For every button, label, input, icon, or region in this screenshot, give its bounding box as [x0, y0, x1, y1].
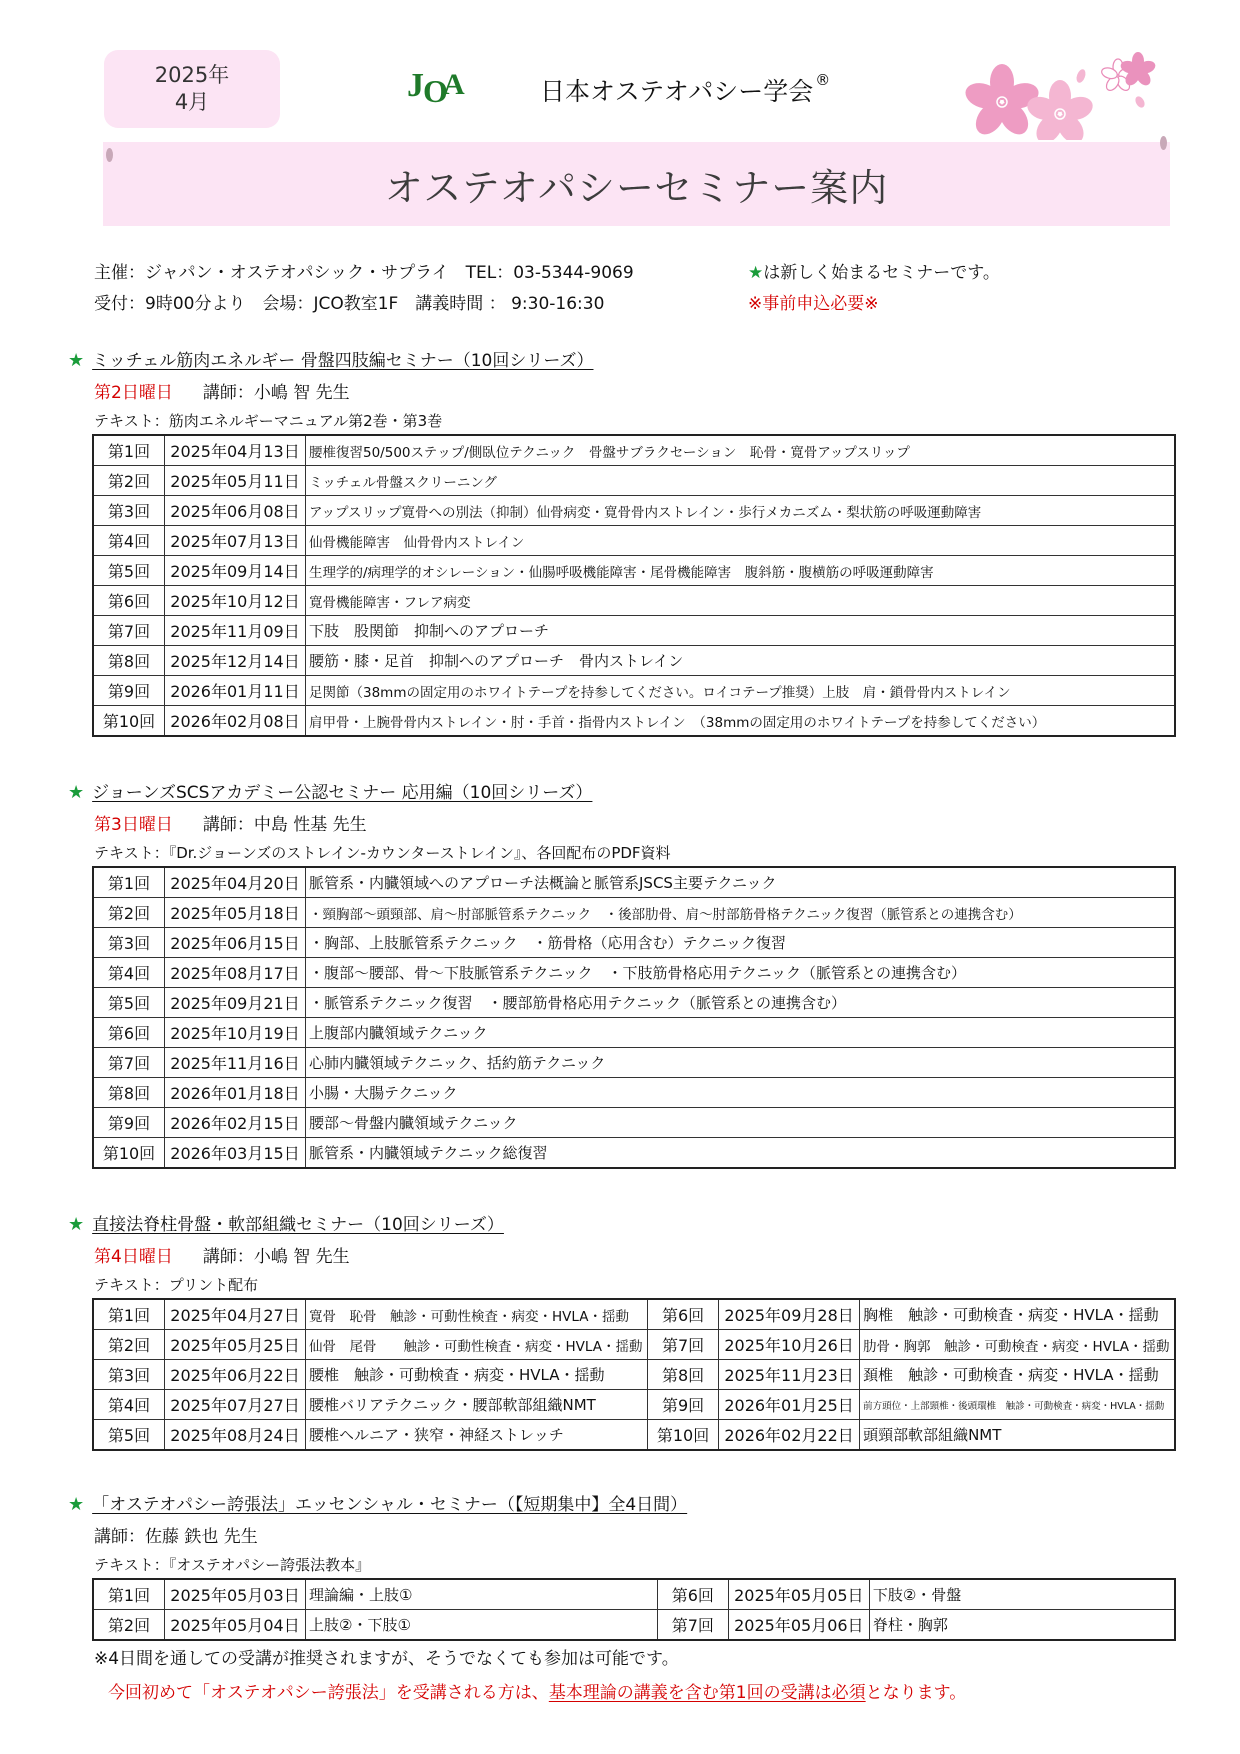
banner-curl-decoration	[106, 148, 113, 162]
table-row	[93, 1108, 1175, 1138]
star-icon: ★	[68, 1214, 85, 1235]
session-date: 2026年02月15日	[165, 1108, 306, 1138]
session-number: 第4回	[93, 958, 165, 988]
table-row	[93, 435, 1175, 466]
session-content: 下肢 股関節 抑制へのアプローチ	[306, 616, 1176, 646]
table-row	[93, 1360, 1175, 1390]
lecturer: 講師：小嶋 智 先生	[202, 383, 350, 403]
session-content: 仙骨 尾骨 触診・可動性検査・病変・HVLA・揺動	[306, 1330, 648, 1360]
table-row	[93, 988, 1175, 1018]
table-row	[93, 1330, 1175, 1360]
session-date: 2025年09月28日	[719, 1299, 860, 1330]
session-date: 2025年05月25日	[165, 1330, 306, 1360]
session-content: 肋骨・胸郭 触診・可動検査・病変・HVLA・揺動	[860, 1330, 1175, 1360]
session-date: 2025年05月04日	[165, 1610, 306, 1641]
session-content: 頚椎 触診・可動検査・病変・HVLA・揺動	[860, 1360, 1175, 1390]
session-content: 腰椎 触診・可動検査・病変・HVLA・揺動	[306, 1360, 648, 1390]
session-number: 第6回	[648, 1299, 719, 1330]
schedule-table-mitchell	[92, 434, 1176, 737]
session-date: 2026年03月15日	[165, 1138, 306, 1169]
session-number: 第6回	[657, 1579, 728, 1610]
session-content: 上肢②・下肢①	[306, 1610, 658, 1641]
session-date: 2025年07月13日	[165, 526, 306, 556]
session-number: 第7回	[648, 1330, 719, 1360]
session-number: 第10回	[93, 1138, 165, 1169]
reservation-required-notice: ※事前申込必要※	[748, 294, 879, 314]
organization-name: 日本オステオパシー学会 ®	[540, 70, 831, 106]
section-title-direct-method: ★ 直接法脊柱骨盤・軟部組織セミナー（10回シリーズ）	[68, 1214, 504, 1235]
first-time-warning: 今回初めて「オステオパシー誇張法」を受講される方は、基本理論の講義を含む第1回の受講は必須となります。	[108, 1683, 967, 1703]
lecturer: 講師：小嶋 智 先生	[202, 1247, 350, 1267]
session-number: 第8回	[648, 1360, 719, 1390]
session-number: 第4回	[93, 526, 165, 556]
session-content: ・頸胸部～頭頸部、肩～肘部脈管系テクニック ・後部肋骨、肩～肘部筋骨格テクニック復習（脈管系との連携含む）	[306, 898, 1176, 928]
session-number: 第10回	[648, 1420, 719, 1451]
new-seminar-legend: ★は新しく始まるセミナーです。	[748, 263, 1000, 283]
session-content: 理論編・上肢①	[306, 1579, 658, 1610]
session-content: ・腹部～腰部、骨～下肢脈管系テクニック ・下肢筋骨格応用テクニック（脈管系との連携含む）	[306, 958, 1176, 988]
session-number: 第8回	[93, 646, 165, 676]
session-date: 2025年10月12日	[165, 586, 306, 616]
table-row	[93, 928, 1175, 958]
session-content: 寛骨機能障害・フレア病変	[306, 586, 1176, 616]
session-date: 2025年11月23日	[719, 1360, 860, 1390]
table-row	[93, 556, 1175, 586]
schedule-table-direct-method	[92, 1298, 1176, 1451]
sakura-petal-icon	[1075, 68, 1087, 84]
session-number: 第7回	[93, 616, 165, 646]
weekday-label: 第4日曜日	[94, 1247, 173, 1267]
session-date: 2026年01月25日	[719, 1390, 860, 1420]
svg-text:O: O	[423, 73, 448, 106]
session-date: 2025年08月17日	[165, 958, 306, 988]
table-row	[93, 676, 1175, 706]
session-content: 寛骨 恥骨 触診・可動性検査・病変・HVLA・揺動	[306, 1299, 648, 1330]
attendance-note: ※4日間を通しての受講が推奨されますが、そうでなくても参加は可能です。	[94, 1649, 679, 1669]
session-date: 2025年10月26日	[719, 1330, 860, 1360]
table-row	[93, 1018, 1175, 1048]
session-date: 2025年04月27日	[165, 1299, 306, 1330]
session-number: 第5回	[93, 556, 165, 586]
session-content: 生理学的/病理学的オシレーション・仙腸呼吸機能障害・尾骨機能障害 腹斜筋・腹横筋の呼吸運動障害	[306, 556, 1176, 586]
table-row	[93, 1610, 1175, 1641]
table-row	[93, 496, 1175, 526]
session-date: 2025年05月05日	[728, 1579, 869, 1610]
session-number: 第5回	[93, 1420, 165, 1451]
session-number: 第2回	[93, 466, 165, 496]
table-row	[93, 586, 1175, 616]
joa-logo	[405, 62, 477, 106]
session-number: 第9回	[93, 676, 165, 706]
session-date: 2025年11月16日	[165, 1048, 306, 1078]
session-content: 腰椎復習50/500ステップ/側臥位テクニック 骨盤サブラクセーション 恥骨・寛骨アップスリップ	[306, 435, 1176, 466]
session-number: 第10回	[93, 706, 165, 737]
reception-line: 受付：9時00分より 会場：JCO教室1F 講義時間 ： 9:30-16:30	[94, 294, 605, 314]
session-number: 第1回	[93, 867, 165, 898]
session-content: 下肢②・骨盤	[869, 1579, 1175, 1610]
table-row	[93, 1420, 1175, 1451]
section-schedule-direct-method	[94, 1242, 350, 1267]
session-number: 第2回	[93, 898, 165, 928]
page-title-banner	[103, 142, 1170, 226]
section-title-exaggeration: ★ 「オステオパシー誇張法」エッセンシャル・セミナー（【短期集中】全4日間）	[68, 1494, 688, 1515]
section-schedule-jones-scs	[94, 810, 367, 835]
weekday-label: 第3日曜日	[94, 815, 173, 835]
textbook-info: テキスト：『オステオパシー誇張法教本』	[94, 1556, 371, 1574]
section-schedule-mitchell	[94, 378, 350, 403]
lecturer: 講師：佐藤 鉄也 先生	[94, 1527, 258, 1547]
session-number: 第3回	[93, 1360, 165, 1390]
session-content: ミッチェル骨盤スクリーニング	[306, 466, 1176, 496]
weekday-label: 第2日曜日	[94, 383, 173, 403]
session-number: 第2回	[93, 1330, 165, 1360]
session-date: 2025年10月19日	[165, 1018, 306, 1048]
table-row	[93, 646, 1175, 676]
session-date: 2025年09月21日	[165, 988, 306, 1018]
session-number: 第1回	[93, 1299, 165, 1330]
session-number: 第9回	[93, 1108, 165, 1138]
session-date: 2025年05月11日	[165, 466, 306, 496]
organizer-line: 主催：ジャパン・オステオパシック・サプライ TEL：03-5344-9069	[94, 263, 634, 283]
table-row	[93, 1078, 1175, 1108]
info-block	[94, 258, 634, 320]
session-content: 肩甲骨・上腕骨骨内ストレイン・肘・手首・指骨内ストレイン （38mmの固定用のホワイトテープを持参してください）	[306, 706, 1176, 737]
session-number: 第5回	[93, 988, 165, 1018]
session-date: 2025年05月06日	[728, 1610, 869, 1641]
session-content: アップスリップ寛骨への別法（抑制）仙骨病変・寛骨骨内ストレイン・歩行メカニズム・梨状筋の呼吸運動障害	[306, 496, 1176, 526]
session-number: 第4回	[93, 1390, 165, 1420]
session-content: ・脈管系テクニック復習 ・腰部筋骨格応用テクニック（脈管系との連携含む）	[306, 988, 1176, 1018]
session-date: 2025年06月08日	[165, 496, 306, 526]
session-content: 上腹部内臓領域テクニック	[306, 1018, 1176, 1048]
cherry-blossom-decoration	[960, 40, 1170, 140]
registered-mark: ®	[815, 70, 831, 89]
sakura-petal-icon	[1134, 95, 1147, 109]
session-content: 脈管系・内臓領域テクニック総復習	[306, 1138, 1176, 1169]
session-date: 2025年04月20日	[165, 867, 306, 898]
session-content: 脈管系・内臓領域へのアプローチ法概論と脈管系JSCS主要テクニック	[306, 867, 1176, 898]
table-row	[93, 526, 1175, 556]
session-date: 2025年07月27日	[165, 1390, 306, 1420]
session-date: 2025年08月24日	[165, 1420, 306, 1451]
session-content: 腰部～骨盤内臓領域テクニック	[306, 1108, 1176, 1138]
session-number: 第9回	[648, 1390, 719, 1420]
table-row	[93, 1390, 1175, 1420]
session-content: 脊柱・胸郭	[869, 1610, 1175, 1641]
svg-text:J: J	[407, 67, 424, 104]
session-content: 腰椎ヘルニア・狭窄・神経ストレッチ	[306, 1420, 648, 1451]
session-date: 2025年05月03日	[165, 1579, 306, 1610]
star-icon: ★	[68, 782, 85, 803]
table-row	[93, 867, 1175, 898]
svg-text:A: A	[443, 68, 465, 101]
session-number: 第7回	[657, 1610, 728, 1641]
legend-block	[748, 258, 1000, 320]
session-number: 第3回	[93, 928, 165, 958]
table-row	[93, 1048, 1175, 1078]
session-number: 第1回	[93, 1579, 165, 1610]
section-title-mitchell: ★ ミッチェル筋肉エネルギー 骨盤四肢編セミナー（10回シリーズ）	[68, 350, 594, 371]
session-content: 仙骨機能障害 仙骨骨内ストレイン	[306, 526, 1176, 556]
banner-curl-decoration	[1160, 136, 1167, 150]
lecturer: 講師：中島 性基 先生	[202, 815, 367, 835]
table-row	[93, 1138, 1175, 1169]
star-icon: ★	[68, 1494, 85, 1515]
issue-month: 4月	[174, 90, 210, 114]
section-title-jones-scs: ★ ジョーンズSCSアカデミー公認セミナー 応用編（10回シリーズ）	[68, 782, 593, 803]
table-row	[93, 898, 1175, 928]
session-date: 2026年02月08日	[165, 706, 306, 737]
session-content: 足関節（38mmの固定用のホワイトテープを持参してください。ロイコテープ推奨）上肢 肩・鎖骨骨内ストレイン	[306, 676, 1176, 706]
session-content: ・胸部、上肢脈管系テクニック ・筋骨格（応用含む）テクニック復習	[306, 928, 1176, 958]
textbook-info: テキスト：プリント配布	[94, 1276, 259, 1294]
table-row	[93, 1579, 1175, 1610]
session-content: 胸椎 触診・可動検査・病変・HVLA・揺動	[860, 1299, 1175, 1330]
textbook-info: テキスト：『Dr.ジョーンズのストレイン-カウンターストレイン』、各回配布のPDF資料	[94, 844, 671, 862]
session-date: 2025年04月13日	[165, 435, 306, 466]
star-icon: ★	[68, 350, 85, 371]
issue-date-box	[104, 50, 280, 128]
session-date: 2026年01月18日	[165, 1078, 306, 1108]
page-title: オステオパシーセミナー案内	[384, 165, 889, 210]
session-content: 心肺内臓領域テクニック、括約筋テクニック	[306, 1048, 1176, 1078]
table-row	[93, 1299, 1175, 1330]
session-number: 第2回	[93, 1610, 165, 1641]
session-date: 2025年06月22日	[165, 1360, 306, 1390]
table-row	[93, 466, 1175, 496]
session-content: 腰椎バリアテクニック・腰部軟部組織NMT	[306, 1390, 648, 1420]
session-number: 第6回	[93, 586, 165, 616]
session-content: 頭頸部軟部組織NMT	[860, 1420, 1175, 1451]
table-row	[93, 616, 1175, 646]
session-content: 腰筋・膝・足首 抑制へのアプローチ 骨内ストレイン	[306, 646, 1176, 676]
session-date: 2026年02月22日	[719, 1420, 860, 1451]
table-row	[93, 958, 1175, 988]
session-number: 第7回	[93, 1048, 165, 1078]
session-date: 2025年11月09日	[165, 616, 306, 646]
session-number: 第8回	[93, 1078, 165, 1108]
schedule-table-jones-scs	[92, 866, 1176, 1169]
textbook-info: テキスト：筋肉エネルギーマニュアル第2巻・第3巻	[94, 412, 443, 430]
session-date: 2025年09月14日	[165, 556, 306, 586]
session-number: 第1回	[93, 435, 165, 466]
session-date: 2025年05月18日	[165, 898, 306, 928]
session-number: 第6回	[93, 1018, 165, 1048]
session-content: 小腸・大腸テクニック	[306, 1078, 1176, 1108]
required-session-note: 基本理論の講義を含む第1回の受講は必須	[548, 1683, 866, 1703]
session-date: 2026年01月11日	[165, 676, 306, 706]
issue-year: 2025年	[154, 63, 230, 87]
session-date: 2025年06月15日	[165, 928, 306, 958]
schedule-table-exaggeration	[92, 1578, 1176, 1641]
star-icon: ★	[748, 263, 764, 283]
table-row	[93, 706, 1175, 737]
session-date: 2025年12月14日	[165, 646, 306, 676]
session-content: 前方頭位・上部頸椎・後頭環椎 触診・可動検査・病変・HVLA・揺動	[860, 1390, 1175, 1420]
session-number: 第3回	[93, 496, 165, 526]
